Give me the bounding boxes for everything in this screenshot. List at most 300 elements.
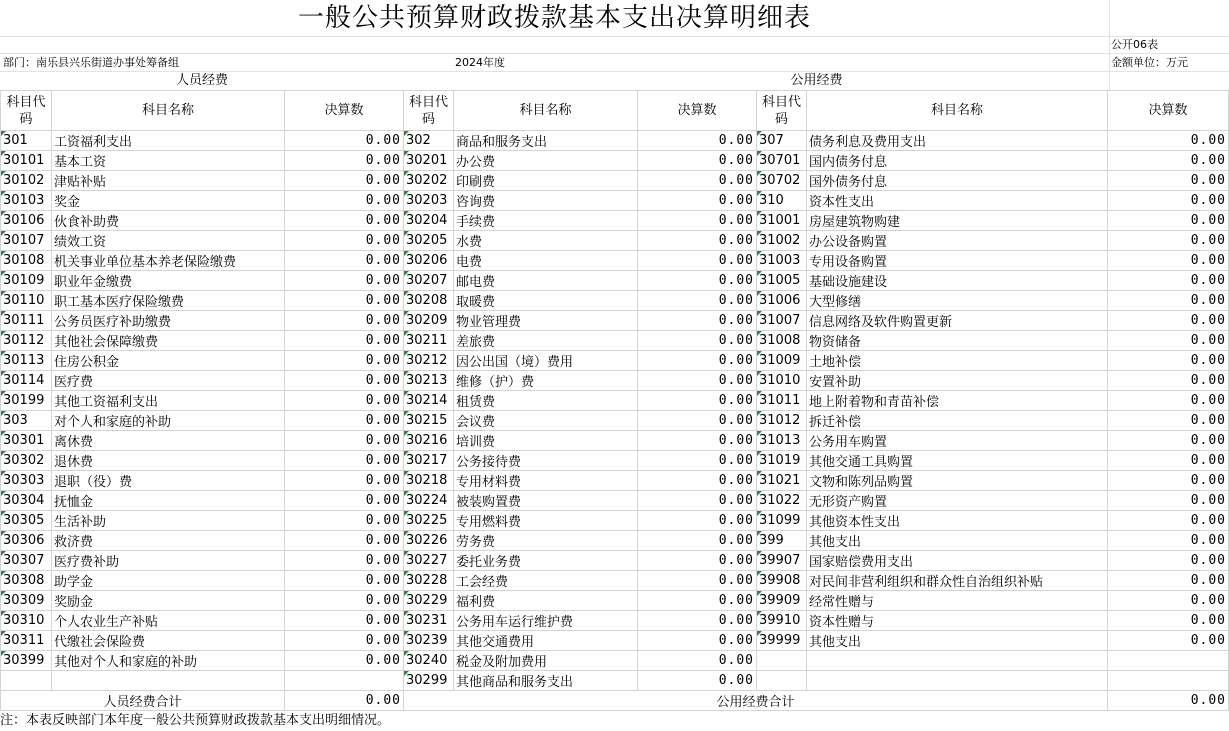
subject-amount: 0.00 (285, 431, 404, 451)
table-row (1, 471, 1229, 491)
subject-name: 机关事业单位基本养老保险缴费 (52, 251, 285, 271)
subject-code: 30227 (404, 551, 454, 571)
table-row (1, 171, 1229, 191)
subject-code: 30218 (404, 471, 454, 491)
subject-code: 31002 (757, 231, 807, 251)
header-amount: 决算数 (1108, 91, 1229, 131)
subject-amount: 0.00 (285, 231, 404, 251)
subject-name: 地上附着物和青苗补偿 (807, 391, 1108, 411)
subject-name: 其他社会保障缴费 (52, 331, 285, 351)
subject-name: 津贴补贴 (52, 171, 285, 191)
subject-name (807, 671, 1108, 691)
subject-amount: 0.00 (1108, 211, 1229, 231)
table-row (1, 511, 1229, 531)
subject-amount: 0.00 (1108, 371, 1229, 391)
table-row (1, 391, 1229, 411)
subject-amount: 0.00 (285, 191, 404, 211)
subject-code: 31099 (757, 511, 807, 531)
table-row (1, 651, 1229, 671)
subject-name: 信息网络及软件购置更新 (807, 311, 1108, 331)
subject-amount: 0.00 (638, 611, 757, 631)
subject-name: 奖金 (52, 191, 285, 211)
table-body (1, 131, 1229, 691)
subject-amount: 0.00 (1108, 611, 1229, 631)
subject-amount: 0.00 (285, 411, 404, 431)
table-row (1, 631, 1229, 651)
subject-amount: 0.00 (1108, 191, 1229, 211)
subject-amount: 0.00 (1108, 471, 1229, 491)
subject-amount: 0.00 (638, 571, 757, 591)
subject-amount: 0.00 (638, 651, 757, 671)
subject-amount: 0.00 (638, 631, 757, 651)
subject-code: 31022 (757, 491, 807, 511)
subject-code: 31007 (757, 311, 807, 331)
subject-code: 30109 (1, 271, 52, 291)
subject-name: 委托业务费 (454, 551, 638, 571)
public-total-value: 0.00 (1108, 691, 1229, 711)
subject-amount: 0.00 (638, 251, 757, 271)
subject-name: 基本工资 (52, 151, 285, 171)
subject-name: 福利费 (454, 591, 638, 611)
subject-amount: 0.00 (1108, 151, 1229, 171)
table-row (1, 271, 1229, 291)
subject-name: 工会经费 (454, 571, 638, 591)
subject-code: 303 (1, 411, 52, 431)
subject-code: 30299 (404, 671, 454, 691)
subject-name: 物业管理费 (454, 311, 638, 331)
subject-amount: 0.00 (285, 271, 404, 291)
subject-amount: 0.00 (1108, 351, 1229, 371)
subject-amount: 0.00 (638, 171, 757, 191)
table-row (1, 611, 1229, 631)
subject-amount: 0.00 (1108, 491, 1229, 511)
subject-code: 30108 (1, 251, 52, 271)
subject-name: 伙食补助费 (52, 211, 285, 231)
subject-name: 其他工资福利支出 (52, 391, 285, 411)
subject-code: 30224 (404, 491, 454, 511)
subject-code: 399 (757, 531, 807, 551)
subject-code: 30301 (1, 431, 52, 451)
subject-name: 培训费 (454, 431, 638, 451)
subject-name: 个人农业生产补贴 (52, 611, 285, 631)
subject-name: 代缴社会保险费 (52, 631, 285, 651)
subject-name: 邮电费 (454, 271, 638, 291)
table-row (1, 451, 1229, 471)
subject-amount: 0.00 (1108, 231, 1229, 251)
subject-code: 30209 (404, 311, 454, 331)
subject-name: 文物和陈列品购置 (807, 471, 1108, 491)
subject-name: 医疗费 (52, 371, 285, 391)
section-personnel: 人员经费 (175, 73, 228, 88)
subject-name: 水费 (454, 231, 638, 251)
table-row (1, 411, 1229, 431)
subject-amount: 0.00 (638, 191, 757, 211)
header-row (1, 91, 1229, 131)
subject-code: 30226 (404, 531, 454, 551)
subject-code: 39910 (757, 611, 807, 631)
subject-amount: 0.00 (285, 311, 404, 331)
subject-name: 生活补助 (52, 511, 285, 531)
subject-code: 30211 (404, 331, 454, 351)
header-name: 科目名称 (807, 91, 1108, 131)
subject-amount: 0.00 (1108, 291, 1229, 311)
subject-amount: 0.00 (285, 491, 404, 511)
table-row (1, 291, 1229, 311)
subject-code: 39999 (757, 631, 807, 651)
subject-amount: 0.00 (285, 331, 404, 351)
subject-amount: 0.00 (285, 351, 404, 371)
subject-code: 30215 (404, 411, 454, 431)
subject-amount: 0.00 (638, 371, 757, 391)
table-row (1, 331, 1229, 351)
subject-name: 住房公积金 (52, 351, 285, 371)
subject-name: 退休费 (52, 451, 285, 471)
subject-code: 30303 (1, 471, 52, 491)
header-name: 科目名称 (52, 91, 285, 131)
subject-code: 30302 (1, 451, 52, 471)
subject-amount: 0.00 (1108, 331, 1229, 351)
subject-name: 其他支出 (807, 531, 1108, 551)
subject-code: 31005 (757, 271, 807, 291)
subject-name: 医疗费补助 (52, 551, 285, 571)
subject-name: 离休费 (52, 431, 285, 451)
subject-amount: 0.00 (638, 411, 757, 431)
subject-code: 31001 (757, 211, 807, 231)
subject-code: 30201 (404, 151, 454, 171)
subject-amount: 0.00 (638, 291, 757, 311)
subject-code: 302 (404, 131, 454, 151)
subject-code: 30217 (404, 451, 454, 471)
subject-amount: 0.00 (285, 451, 404, 471)
subject-name: 印刷费 (454, 171, 638, 191)
subject-name: 劳务费 (454, 531, 638, 551)
table-row (1, 431, 1229, 451)
subject-name: 基础设施建设 (807, 271, 1108, 291)
table-row (1, 671, 1229, 691)
subject-name: 对个人和家庭的补助 (52, 411, 285, 431)
subject-amount: 0.00 (1108, 591, 1229, 611)
subject-amount: 0.00 (1108, 171, 1229, 191)
subject-amount: 0.00 (285, 371, 404, 391)
subject-code: 31019 (757, 451, 807, 471)
subject-code: 30203 (404, 191, 454, 211)
subject-amount: 0.00 (1108, 391, 1229, 411)
section-public: 公用经费 (790, 73, 843, 88)
subject-code: 30207 (404, 271, 454, 291)
subject-name: 公务员医疗补助缴费 (52, 311, 285, 331)
subject-amount: 0.00 (285, 471, 404, 491)
subject-name (52, 671, 285, 691)
table-row (1, 131, 1229, 151)
subject-code: 30212 (404, 351, 454, 371)
subject-name: 商品和服务支出 (454, 131, 638, 151)
subject-code: 30199 (1, 391, 52, 411)
table-number: 公开06表 (1111, 38, 1158, 51)
subject-name: 大型修缮 (807, 291, 1108, 311)
subject-amount: 0.00 (638, 351, 757, 371)
subject-code: 30213 (404, 371, 454, 391)
subject-name: 其他商品和服务支出 (454, 671, 638, 691)
subject-amount: 0.00 (638, 151, 757, 171)
subject-code: 30225 (404, 511, 454, 531)
subject-code: 30103 (1, 191, 52, 211)
subject-name: 绩效工资 (52, 231, 285, 251)
subject-code: 30202 (404, 171, 454, 191)
subject-code: 30113 (1, 351, 52, 371)
subject-code: 31008 (757, 331, 807, 351)
subject-name: 其他对个人和家庭的补助 (52, 651, 285, 671)
subject-code: 30229 (404, 591, 454, 611)
subject-name: 公务接待费 (454, 451, 638, 471)
subject-code: 30309 (1, 591, 52, 611)
subject-amount: 0.00 (285, 511, 404, 531)
subject-code: 30306 (1, 531, 52, 551)
subject-name: 取暖费 (454, 291, 638, 311)
subject-name: 其他交通工具购置 (807, 451, 1108, 471)
subject-amount: 0.00 (1108, 131, 1229, 151)
table-row (1, 571, 1229, 591)
subject-name: 职业年金缴费 (52, 271, 285, 291)
subject-code: 39909 (757, 591, 807, 611)
subject-name: 债务利息及费用支出 (807, 131, 1108, 151)
subject-name: 助学金 (52, 571, 285, 591)
table-row (1, 591, 1229, 611)
subject-code: 30304 (1, 491, 52, 511)
subject-code: 31013 (757, 431, 807, 451)
subject-name: 其他交通费用 (454, 631, 638, 651)
subject-amount: 0.00 (638, 451, 757, 471)
table-row (1, 211, 1229, 231)
subject-code: 30311 (1, 631, 52, 651)
subject-name: 国内债务付息 (807, 151, 1108, 171)
page-title: 一般公共预算财政拨款基本支出决算明细表 (297, 3, 811, 33)
table-row (1, 251, 1229, 271)
subject-name: 国家赔偿费用支出 (807, 551, 1108, 571)
subject-code: 31021 (757, 471, 807, 491)
subject-name: 工资福利支出 (52, 131, 285, 151)
personnel-total-value: 0.00 (285, 691, 404, 711)
subject-code: 30205 (404, 231, 454, 251)
subject-name: 公务用车运行维护费 (454, 611, 638, 631)
subject-code: 310 (757, 191, 807, 211)
header-amount: 决算数 (638, 91, 757, 131)
subject-name: 对民间非营利组织和群众性自治组织补贴 (807, 571, 1108, 591)
subject-amount: 0.00 (285, 211, 404, 231)
subject-amount: 0.00 (1108, 531, 1229, 551)
subject-code: 30310 (1, 611, 52, 631)
subject-name: 抚恤金 (52, 491, 285, 511)
subject-code: 31009 (757, 351, 807, 371)
subject-amount: 0.00 (638, 271, 757, 291)
subject-name: 手续费 (454, 211, 638, 231)
subject-amount: 0.00 (638, 671, 757, 691)
subject-code: 31010 (757, 371, 807, 391)
subject-name: 救济费 (52, 531, 285, 551)
subject-name: 国外债务付息 (807, 171, 1108, 191)
subject-name: 拆迁补偿 (807, 411, 1108, 431)
unit-label: 金额单位：万元 (1111, 56, 1188, 69)
subject-code: 301 (1, 131, 52, 151)
subject-name: 办公费 (454, 151, 638, 171)
subject-amount: 0.00 (285, 291, 404, 311)
subject-amount: 0.00 (285, 131, 404, 151)
subject-amount: 0.00 (638, 211, 757, 231)
subject-code: 30111 (1, 311, 52, 331)
subject-amount: 0.00 (285, 571, 404, 591)
header-name: 科目名称 (454, 91, 638, 131)
subject-amount: 0.00 (1108, 511, 1229, 531)
subject-code: 30208 (404, 291, 454, 311)
footnote: 注：本表反映部门本年度一般公共预算财政拨款基本支出明细情况。 (0, 713, 391, 728)
subject-name: 因公出国（境）费用 (454, 351, 638, 371)
subject-amount: 0.00 (285, 251, 404, 271)
table-row (1, 551, 1229, 571)
table-row (1, 151, 1229, 171)
subject-amount: 0.00 (638, 131, 757, 151)
subject-code: 30206 (404, 251, 454, 271)
header-amount: 决算数 (285, 91, 404, 131)
subject-code: 30112 (1, 331, 52, 351)
subject-amount: 0.00 (638, 551, 757, 571)
subject-name: 办公设备购置 (807, 231, 1108, 251)
subject-name: 房屋建筑物购建 (807, 211, 1108, 231)
year-label: 2024年度 (455, 56, 505, 69)
table-row (1, 491, 1229, 511)
subject-code: 30110 (1, 291, 52, 311)
subject-code (1, 671, 52, 691)
totals-row (1, 691, 1229, 711)
subject-amount: 0.00 (1108, 571, 1229, 591)
public-total-label: 公用经费合计 (404, 691, 1108, 711)
subject-name: 其他资本性支出 (807, 511, 1108, 531)
subject-amount: 0.00 (638, 491, 757, 511)
subject-amount: 0.00 (638, 591, 757, 611)
subject-amount: 0.00 (1108, 311, 1229, 331)
subject-amount: 0.00 (1108, 631, 1229, 651)
subject-code: 30307 (1, 551, 52, 571)
personnel-total-label: 人员经费合计 (1, 691, 285, 711)
subject-code (757, 651, 807, 671)
subject-code: 31006 (757, 291, 807, 311)
subject-code: 31003 (757, 251, 807, 271)
subject-name: 会议费 (454, 411, 638, 431)
subject-code: 30702 (757, 171, 807, 191)
subject-code: 30701 (757, 151, 807, 171)
subject-code: 307 (757, 131, 807, 151)
subject-amount: 0.00 (638, 431, 757, 451)
subject-name: 资本性支出 (807, 191, 1108, 211)
subject-name: 咨询费 (454, 191, 638, 211)
subject-amount: 0.00 (1108, 411, 1229, 431)
table-row (1, 351, 1229, 371)
table-row (1, 371, 1229, 391)
subject-name: 职工基本医疗保险缴费 (52, 291, 285, 311)
subject-amount: 0.00 (285, 531, 404, 551)
subject-name: 差旅费 (454, 331, 638, 351)
subject-amount: 0.00 (285, 631, 404, 651)
subject-name: 土地补偿 (807, 351, 1108, 371)
subject-code: 31012 (757, 411, 807, 431)
header-code: 科目代码 (1, 91, 52, 131)
table-row (1, 311, 1229, 331)
table-row (1, 531, 1229, 551)
subject-name: 其他支出 (807, 631, 1108, 651)
subject-name: 奖励金 (52, 591, 285, 611)
subject-name: 无形资产购置 (807, 491, 1108, 511)
subject-code: 39908 (757, 571, 807, 591)
subject-amount: 0.00 (285, 151, 404, 171)
subject-amount: 0.00 (638, 391, 757, 411)
subject-code: 30305 (1, 511, 52, 531)
subject-code: 30204 (404, 211, 454, 231)
subject-amount: 0.00 (638, 511, 757, 531)
subject-amount: 0.00 (1108, 451, 1229, 471)
subject-amount: 0.00 (285, 591, 404, 611)
subject-code: 30228 (404, 571, 454, 591)
subject-name: 物资储备 (807, 331, 1108, 351)
subject-code: 30216 (404, 431, 454, 451)
subject-amount: 0.00 (638, 231, 757, 251)
subject-amount: 0.00 (638, 331, 757, 351)
subject-amount: 0.00 (285, 551, 404, 571)
subject-name: 维修（护）费 (454, 371, 638, 391)
subject-code: 30308 (1, 571, 52, 591)
subject-amount: 0.00 (638, 531, 757, 551)
subject-name: 经常性赠与 (807, 591, 1108, 611)
subject-name: 专用材料费 (454, 471, 638, 491)
subject-amount: 0.00 (285, 611, 404, 631)
subject-name (807, 651, 1108, 671)
subject-code: 30214 (404, 391, 454, 411)
header-code: 科目代码 (757, 91, 807, 131)
subject-name: 被装购置费 (454, 491, 638, 511)
subject-code (757, 671, 807, 691)
subject-amount (285, 671, 404, 691)
subject-amount: 0.00 (1108, 551, 1229, 571)
subject-amount (1108, 651, 1229, 671)
subject-amount: 0.00 (638, 471, 757, 491)
subject-amount: 0.00 (1108, 271, 1229, 291)
subject-name: 公务用车购置 (807, 431, 1108, 451)
expense-table (0, 90, 1229, 711)
subject-amount: 0.00 (1108, 431, 1229, 451)
subject-name: 安置补助 (807, 371, 1108, 391)
subject-name: 退职（役）费 (52, 471, 285, 491)
subject-amount: 0.00 (285, 391, 404, 411)
subject-code: 30239 (404, 631, 454, 651)
subject-code: 30107 (1, 231, 52, 251)
subject-code: 30399 (1, 651, 52, 671)
subject-name: 租赁费 (454, 391, 638, 411)
subject-name: 电费 (454, 251, 638, 271)
subject-name: 专用设备购置 (807, 251, 1108, 271)
subject-name: 税金及附加费用 (454, 651, 638, 671)
subject-name: 资本性赠与 (807, 611, 1108, 631)
table-row (1, 231, 1229, 251)
table-row (1, 191, 1229, 211)
subject-code: 30114 (1, 371, 52, 391)
subject-code: 30102 (1, 171, 52, 191)
header-code: 科目代码 (404, 91, 454, 131)
subject-code: 30106 (1, 211, 52, 231)
department-label: 部门：南乐县兴乐街道办事处筹备组 (3, 56, 179, 69)
subject-code: 39907 (757, 551, 807, 571)
subject-code: 30101 (1, 151, 52, 171)
subject-code: 31011 (757, 391, 807, 411)
subject-amount (1108, 671, 1229, 691)
subject-name: 专用燃料费 (454, 511, 638, 531)
subject-amount: 0.00 (1108, 251, 1229, 271)
